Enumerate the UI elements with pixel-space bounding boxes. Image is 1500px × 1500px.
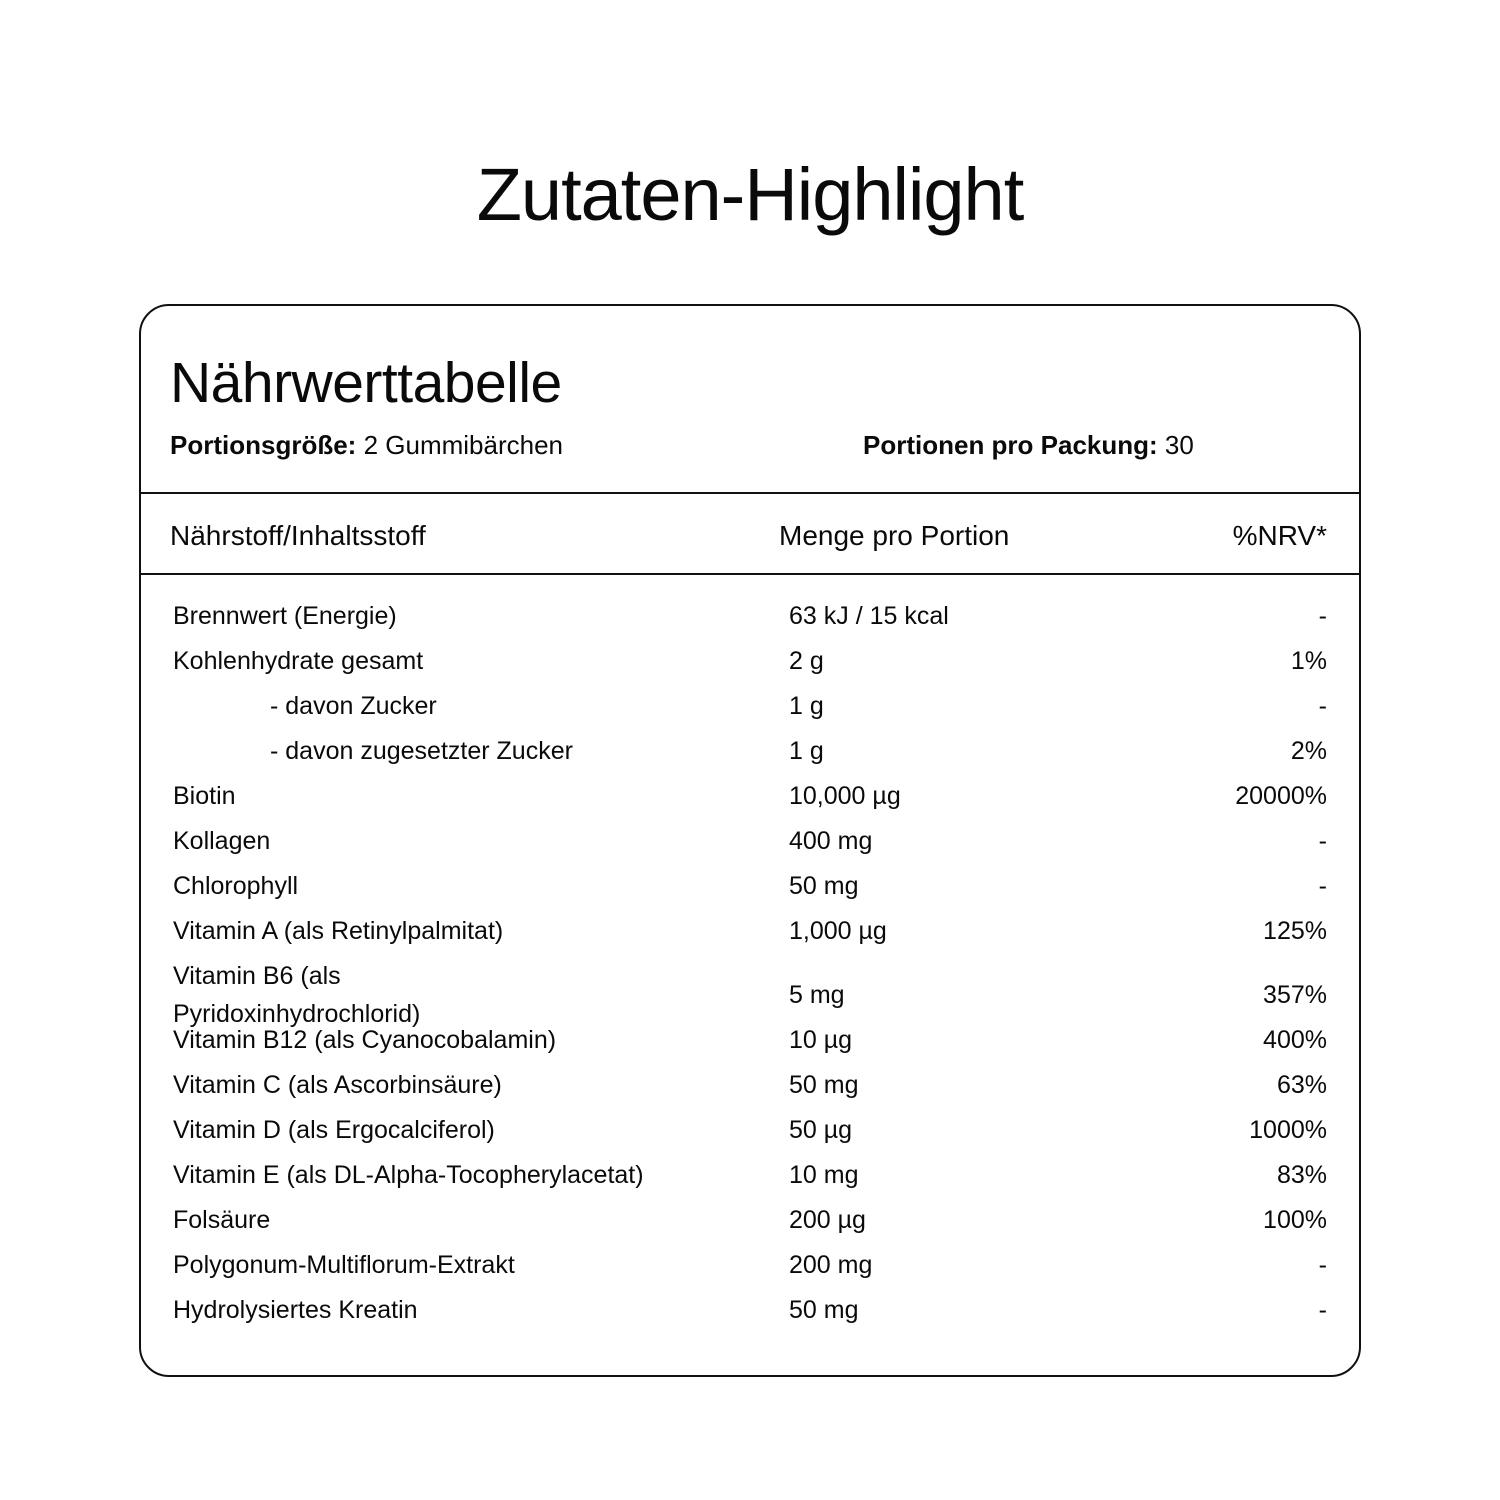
servings-per-pack: [863, 428, 1194, 462]
table-row: [141, 1111, 1359, 1156]
servings-value: 30: [1164, 430, 1194, 460]
nutrient-name: Vitamin C (als Ascorbinsäure): [173, 1071, 502, 1099]
nutrient-amount: 50 µg: [789, 1116, 853, 1144]
nutrient-nrv: 63%: [1276, 1071, 1327, 1099]
table-row: [141, 777, 1359, 822]
nutrient-amount: 400 mg: [789, 827, 873, 855]
table-row: [141, 687, 1359, 732]
nutrient-amount: 2 g: [789, 647, 824, 675]
table-row: [141, 1021, 1359, 1066]
table-row: [141, 1246, 1359, 1291]
nutrient-nrv: 83%: [1276, 1161, 1327, 1189]
nutrient-amount: 50 mg: [789, 1071, 859, 1099]
nutrient-nrv: -: [1318, 1296, 1327, 1324]
nutrient-nrv: 1000%: [1249, 1116, 1327, 1144]
table-row: [141, 597, 1359, 642]
table-header: [141, 516, 1359, 556]
nutrient-amount: 10 mg: [789, 1161, 859, 1189]
nutrient-name: Folsäure: [173, 1206, 271, 1234]
nutrient-name: - davon Zucker: [270, 692, 437, 720]
nutrition-table-card: [139, 304, 1361, 1377]
nutrient-amount: 50 mg: [789, 1296, 859, 1324]
nutrient-amount: 1,000 µg: [789, 917, 887, 945]
nutrient-name: Kohlenhydrate gesamt: [173, 647, 424, 675]
nutrient-name: Biotin: [173, 782, 236, 810]
table-row: [141, 822, 1359, 867]
card-title: Nährwerttabelle: [170, 351, 562, 415]
nutrient-name: - davon zugesetzter Zucker: [270, 737, 573, 765]
table-row: [141, 867, 1359, 912]
nutrient-nrv: 357%: [1263, 981, 1327, 1009]
page-title: Zutaten-Highlight: [476, 153, 1024, 236]
portion-size: [170, 428, 563, 462]
nutrient-nrv: -: [1318, 1251, 1327, 1279]
nutrient-amount: 1 g: [789, 692, 824, 720]
table-row: [141, 732, 1359, 777]
nutrient-nrv: 1%: [1290, 647, 1327, 675]
portion-size-label: Portionsgröße:: [170, 430, 357, 460]
table-body: [141, 597, 1359, 1336]
nutrient-nrv: -: [1318, 602, 1327, 630]
nutrient-name: Brennwert (Energie): [173, 602, 397, 630]
table-row: [141, 1291, 1359, 1336]
table-row: [141, 912, 1359, 957]
nutrient-nrv: -: [1318, 692, 1327, 720]
nutrient-name: Vitamin B12 (als Cyanocobalamin): [173, 1026, 557, 1054]
nutrient-name: Chlorophyll: [173, 872, 299, 900]
nutrient-name: Polygonum-Multiflorum-Extrakt: [173, 1251, 515, 1279]
nutrient-nrv: 125%: [1263, 917, 1327, 945]
table-row: [141, 1156, 1359, 1201]
nutrient-name: Vitamin B6 (als Pyridoxinhydrochlorid): [173, 962, 421, 1028]
table-row: [141, 957, 1359, 1028]
nutrient-nrv: 400%: [1263, 1026, 1327, 1054]
divider: [141, 573, 1359, 575]
nutrient-name: Hydrolysiertes Kreatin: [173, 1296, 418, 1324]
nutrient-amount: 1 g: [789, 737, 824, 765]
nutrient-name: Vitamin A (als Retinylpalmitat): [173, 917, 504, 945]
table-row: [141, 642, 1359, 687]
nutrient-name: Vitamin D (als Ergocalciferol): [173, 1116, 495, 1144]
nutrient-amount: 5 mg: [789, 981, 845, 1009]
divider: [141, 492, 1359, 494]
nutrient-amount: 50 mg: [789, 872, 859, 900]
nutrient-name: Kollagen: [173, 827, 271, 855]
column-header-amount: Menge pro Portion: [779, 520, 1010, 551]
nutrient-nrv: 2%: [1290, 737, 1327, 765]
nutrient-nrv: -: [1318, 872, 1327, 900]
servings-label: Portionen pro Packung:: [863, 430, 1158, 460]
nutrient-nrv: 20000%: [1235, 782, 1327, 810]
nutrient-amount: 200 µg: [789, 1206, 866, 1234]
nutrient-nrv: -: [1318, 827, 1327, 855]
table-row: [141, 1066, 1359, 1111]
column-header-nutrient: Nährstoff/Inhaltsstoff: [170, 520, 426, 551]
nutrient-amount: 200 mg: [789, 1251, 873, 1279]
table-row: [141, 1201, 1359, 1246]
column-header-nrv: %NRV*: [1232, 520, 1327, 551]
nutrient-amount: 10 µg: [789, 1026, 853, 1054]
nutrient-amount: 63 kJ / 15 kcal: [789, 602, 949, 630]
nutrient-amount: 10,000 µg: [789, 782, 901, 810]
nutrient-nrv: 100%: [1263, 1206, 1327, 1234]
nutrient-name: Vitamin E (als DL-Alpha-Tocopherylacetat): [173, 1161, 644, 1189]
portion-size-value: 2 Gummibärchen: [363, 430, 563, 460]
